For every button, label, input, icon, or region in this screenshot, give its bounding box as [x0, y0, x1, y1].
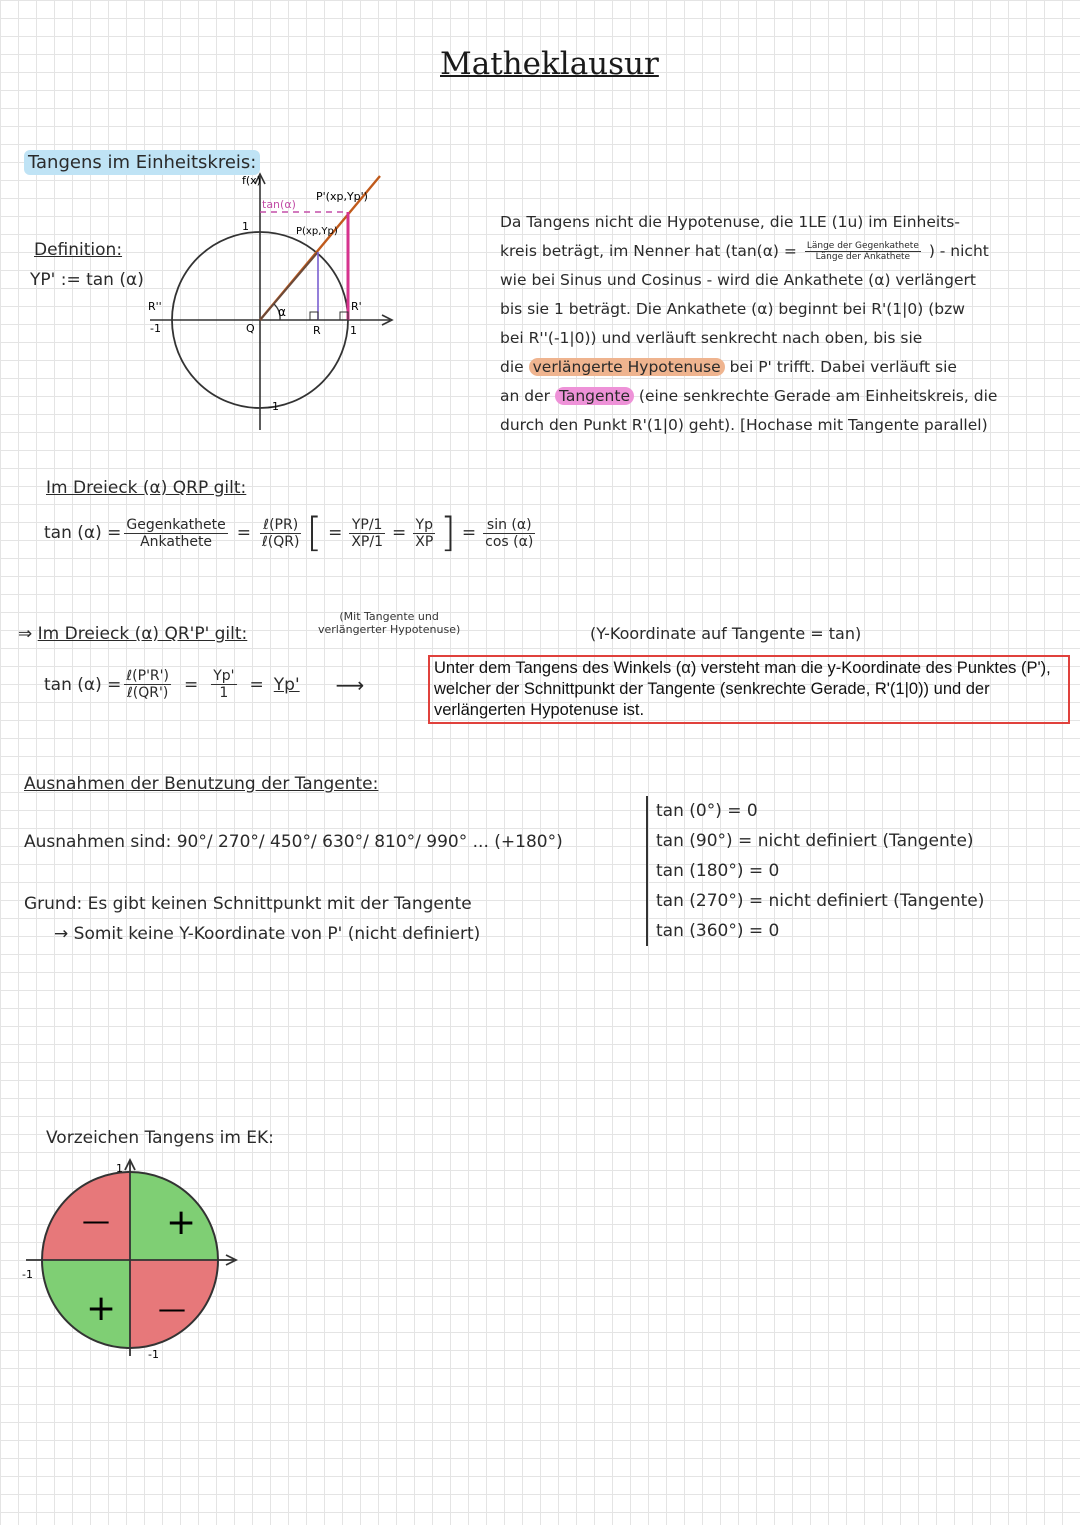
right-angle-mark — [310, 312, 318, 320]
minus-one-left-label: -1 — [150, 322, 161, 335]
explanation-line-6a: die — [500, 358, 524, 376]
fraction-sin-cos — [483, 517, 535, 550]
tan-value-180: tan (180°) = 0 — [656, 861, 780, 881]
sign-q1: + — [166, 1202, 197, 1243]
tan-value-90: tan (90°) = nicht definiert (Tangente) — [656, 831, 974, 851]
tan-label: tan(α) — [262, 198, 296, 211]
exceptions-reason: Grund: Es gibt keinen Schnittpunkt mit der Tangente — [24, 894, 472, 914]
fraction-tangent-lengths — [124, 668, 171, 701]
explanation-paragraph — [500, 208, 1070, 440]
length-fraction-den: Länge der Ankathete — [815, 252, 911, 262]
fraction-gegen-ankathete — [124, 517, 227, 550]
triangle2-note — [318, 610, 460, 636]
explanation-line-1: Da Tangens nicht die Hypotenuse, die 1LE (1u) im Einheits- — [500, 213, 960, 231]
r-label: R — [313, 324, 321, 337]
triangle2-formula — [44, 668, 364, 701]
bracket-close: ] — [440, 510, 456, 556]
minus-one-bottom-label: -1 — [268, 400, 279, 413]
explanation-line-2a: kreis beträgt, im Nenner hat (tan(α) = — [500, 242, 797, 260]
tan-value-360: tan (360°) = 0 — [656, 921, 780, 941]
highlight-verlaengerte-hypotenuse: verlängerte Hypotenuse — [529, 358, 725, 376]
fraction-lengths — [260, 517, 301, 550]
tan-value-0: tan (0°) = 0 — [656, 801, 758, 821]
exceptions-consequence: → Somit keine Y-Koordinate von P' (nicht definiert) — [54, 924, 481, 944]
sign-q3: + — [86, 1288, 117, 1329]
triangle1-formula — [44, 510, 538, 556]
fraction-5-num: sin (α) — [483, 517, 535, 534]
explanation-line-7 — [500, 382, 1070, 411]
equals-2: = — [328, 523, 343, 543]
fraction-2-num: ℓ(PR) — [260, 517, 301, 534]
triangle2-heading: Im Dreieck (α) QR'P' gilt: — [37, 624, 248, 644]
length-fraction — [805, 241, 921, 262]
implies-arrow: ⇒ — [18, 624, 33, 644]
exceptions-heading: Ausnahmen der Benutzung der Tangente: — [24, 774, 379, 794]
equals-1: = — [236, 523, 251, 543]
fraction-6-num: ℓ(P'R') — [126, 668, 169, 684]
fraction-7-num: Yp' — [213, 668, 235, 684]
p-label: P(xp,Yp) — [296, 226, 338, 237]
sign-q4: — — [158, 1292, 186, 1325]
one-right-label: 1 — [350, 324, 357, 337]
right-arrow: ⟶ — [335, 672, 365, 697]
unit-circle-diagram — [140, 168, 410, 438]
q-label: Q — [246, 322, 255, 335]
fraction-2-den: ℓ(QR) — [262, 533, 300, 550]
y-coordinate-note: (Y-Koordinate auf Tangente = tan) — [590, 624, 862, 643]
sign-label-bottom: -1 — [148, 1348, 159, 1361]
triangle2-result: Yp' — [273, 674, 300, 695]
explanation-line-6 — [500, 353, 1070, 382]
fraction-yp-over-one — [211, 668, 236, 701]
definition-label: Definition: — [34, 240, 123, 260]
hypotenuse — [260, 252, 318, 320]
equals-6: = — [249, 674, 264, 695]
fraction-6-den: ℓ(QR') — [127, 685, 169, 701]
explanation-line-6b: bei P' trifft. Dabei verläuft sie — [729, 358, 957, 376]
sign-q2: — — [82, 1204, 110, 1237]
equals-4: = — [461, 523, 477, 543]
fraction-1-num: Gegenkathete — [126, 516, 226, 533]
bracket-open: [ — [306, 510, 323, 556]
explanation-line-4: bis sie 1 beträgt. Die Ankathete (α) beginnt bei R'(1|0) (bzw — [500, 300, 965, 318]
r-prime-label: R' — [351, 300, 362, 313]
fraction-4-den: XP — [415, 533, 434, 550]
explanation-line-3: wie bei Sinus und Cosinus - wird die Ankathete (α) verlängert — [500, 271, 976, 289]
sign-circle-diagram — [20, 1158, 250, 1368]
explanation-line-7a: an der — [500, 387, 550, 405]
signs-heading: Vorzeichen Tangens im EK: — [46, 1128, 274, 1148]
one-top-label: 1 — [242, 220, 249, 233]
exceptions-list: Ausnahmen sind: 90°/ 270°/ 450°/ 630°/ 810°/ 990° ... (+180°) — [24, 832, 563, 852]
r-double-prime-label: R'' — [148, 300, 162, 313]
alpha-label: α — [278, 305, 286, 319]
explanation-line-7b: (eine senkrechte Gerade am Einheitskreis, die — [638, 387, 998, 405]
triangle2-note-line-2: verlängerter Hypotenuse) — [318, 623, 461, 636]
triangle2-lhs: tan (α) = — [44, 674, 122, 695]
highlight-tangente: Tangente — [555, 387, 634, 405]
fraction-over-one — [349, 517, 385, 550]
fraction-1-den: Ankathete — [140, 533, 213, 550]
triangle2-heading-row — [18, 624, 247, 644]
length-fraction-num: Länge der Gegenkathete — [806, 241, 919, 251]
fraction-3-num: YP/1 — [349, 517, 385, 534]
section-heading-text: Tangens im Einheitskreis: — [24, 150, 260, 175]
fraction-yp-xp — [413, 517, 435, 550]
y-axis-label: f(x) — [242, 174, 261, 187]
explanation-line-2b: ) - nicht — [928, 242, 989, 260]
triangle2-note-line-1: (Mit Tangente und — [339, 610, 439, 623]
fraction-7-den: 1 — [219, 685, 229, 701]
triangle1-lhs: tan (α) = — [44, 523, 122, 543]
triangle1-heading: Im Dreieck (α) QRP gilt: — [46, 478, 247, 498]
tan-values-list — [646, 796, 984, 946]
sign-label-top: 1 — [116, 1162, 123, 1175]
explanation-line-5: bei R''(-1|0)) und verläuft senkrecht nach oben, bis sie — [500, 329, 923, 347]
tangent-definition-box: Unter dem Tangens des Winkels (α) versteht man die y-Koordinate des Punktes (P'), welcher der Schnittpunkt der Tangente (senkrechte Gerade, R'(1|0)) und der verlängerten Hypotenuse ist. — [428, 655, 1070, 724]
equals-5: = — [183, 674, 199, 695]
fraction-5-den: cos (α) — [485, 533, 534, 550]
fraction-3-den: XP/1 — [351, 533, 383, 550]
p-prime-label: P'(xp,Yp') — [316, 190, 368, 203]
equals-3: = — [392, 523, 407, 543]
explanation-line-8: durch den Punkt R'(1|0) geht). [Hochase mit Tangente parallel) — [500, 416, 988, 434]
fraction-4-num: Yp — [413, 517, 435, 534]
explanation-line-2 — [500, 237, 1070, 266]
tan-value-270: tan (270°) = nicht definiert (Tangente) — [656, 891, 985, 911]
definition-formula: YP' := tan (α) — [30, 270, 144, 290]
sign-label-left: -1 — [22, 1268, 33, 1281]
page-title: Matheklausur — [440, 46, 659, 82]
